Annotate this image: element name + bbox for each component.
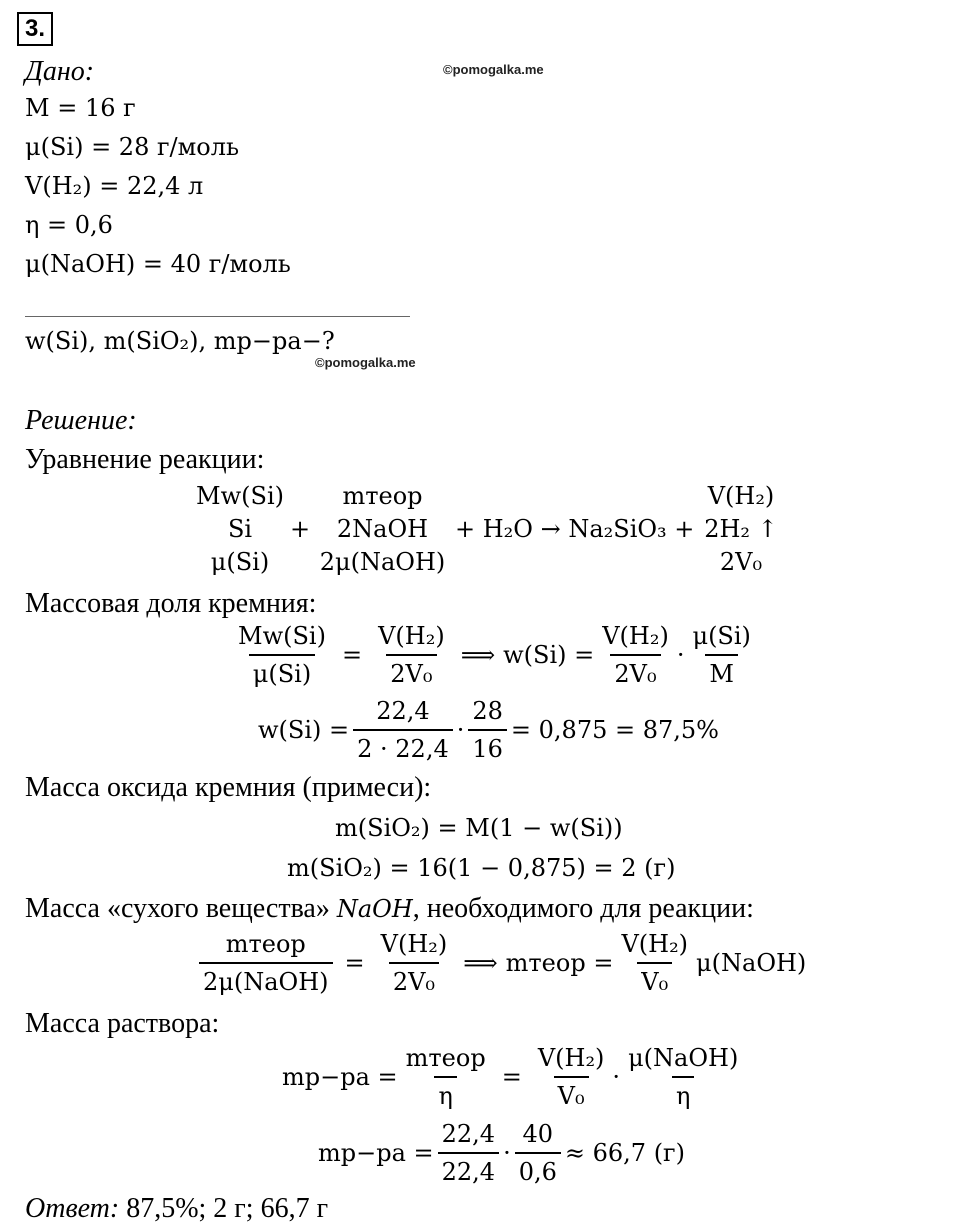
answer-label: Ответ:	[25, 1193, 120, 1224]
eq7-frac2-num: 40	[522, 1120, 554, 1148]
answer-line	[25, 1193, 328, 1225]
reaction-h2-top: V(H₂)	[707, 482, 775, 510]
given-line-molar-si: μ(Si) = 28 г/моль	[25, 133, 240, 161]
eq5-lhs2: mтеор =	[505, 949, 614, 977]
reaction-naoh-top: mтеор	[342, 482, 423, 510]
watermark-top: ©pomogalka.me	[443, 62, 544, 77]
watermark-middle: ©pomogalka.me	[315, 355, 416, 370]
eq2-frac1-num: 22,4	[376, 697, 430, 725]
naoh-heading-c: , необходимого для реакции:	[412, 893, 754, 924]
eq1-frac1-num: Mw(Si)	[238, 622, 326, 650]
eq1-arrow: ⟹	[460, 641, 496, 669]
eq7-frac1-num: 22,4	[441, 1120, 496, 1148]
solution-label: Решение:	[25, 405, 137, 436]
reaction-si-top: Mw(Si)	[196, 482, 284, 510]
equation-mass-fraction-derivation: $\frac{Mw(Si)}{\mu(Si)}$ = $\frac{\text{V(H₂)}}{\text{2V₀}}$ ⟹ w(Si) = $\frac{\text{V(H₂)}}{\text{2V₀}}$ · $\frac{\mu(Si)}{M}$	[230, 622, 759, 688]
eq2-frac2-num: 28	[472, 697, 503, 725]
eq1-frac3-den: 2V₀	[610, 654, 660, 688]
eq5-frac1-num: mтеор	[225, 930, 306, 958]
reaction-naoh: 2NaOH	[336, 515, 429, 543]
given-divider	[25, 316, 410, 317]
eq7-frac1-den: 22,4	[438, 1152, 499, 1186]
equation-mass-fraction-value: w(Si) = $\frac{22,4}{2 \cdot 22,4}$ · $\frac{28}{16}$ = 0,875 = 87,5%	[258, 697, 719, 763]
equation-solution-mass: mр−ра = $\frac{\text{mтеор}}{\eta}$ = $\frac{\text{V(H₂)}}{\text{V₀}}$ · $\frac{\text{μ(NaOH)}}{\eta}$	[282, 1044, 746, 1110]
solution-mass-heading: Масса раствора:	[25, 1008, 220, 1039]
given-line-yield: η = 0,6	[25, 211, 113, 239]
given-line-mass: M = 16 г	[25, 94, 136, 122]
answer-value: 87,5%; 2 г; 66,7 г	[119, 1193, 329, 1224]
eq2-lhs: w(Si) =	[258, 716, 350, 744]
eq5-frac2-den: 2V₀	[389, 962, 439, 996]
reaction-si: Si	[227, 515, 253, 543]
eq2-rhs: = 0,875 = 87,5%	[510, 716, 719, 744]
given-line-molar-naoh: μ(NaOH) = 40 г/моль	[25, 250, 291, 278]
reaction-col-h2	[700, 480, 782, 579]
eq6-frac3-num: μ(NaOH)	[628, 1044, 739, 1072]
eq5-arrow: ⟹	[463, 949, 498, 977]
given-line-volume-h2: V(H₂) = 22,4 л	[25, 172, 204, 200]
reaction-h2: 2H₂ ↑	[704, 515, 778, 543]
reaction-heading: Уравнение реакции:	[25, 444, 265, 475]
naoh-heading-b: NaOH	[336, 895, 413, 923]
eq7-lhs: mр−ра =	[318, 1139, 434, 1167]
eq1-frac4-num: μ(Si)	[692, 622, 751, 650]
reaction-si-bottom: μ(Si)	[210, 548, 270, 576]
reaction-naoh-bottom: 2μ(NaOH)	[319, 548, 446, 576]
equation-oxide-value: m(SiO₂) = 16(1 − 0,875) = 2 (г)	[287, 854, 676, 882]
reaction-col-naoh	[315, 480, 450, 579]
eq5-frac3-den: V₀	[637, 962, 672, 996]
eq1-frac4-den: M	[705, 654, 738, 688]
equation-naoh-mass: $\frac{\text{mтеор}}{\text{2μ(NaOH)}}$ = $\frac{\text{V(H₂)}}{\text{2V₀}}$ ⟹ mтеор = $\frac{\text{V(H₂)}}{\text{V₀}}$ μ(NaOH)	[195, 930, 806, 996]
naoh-heading	[25, 893, 754, 925]
eq7-frac2-den: 0,6	[515, 1152, 561, 1186]
reaction-middle: + H₂O → Na₂SiO₃ +	[455, 515, 695, 543]
eq1-frac3-num: V(H₂)	[602, 622, 669, 650]
eq6-frac2-den: V₀	[554, 1076, 589, 1110]
oxide-heading: Масса оксида кремния (примеси):	[25, 772, 432, 803]
eq1-lhs2: w(Si) =	[503, 641, 595, 669]
reaction-h2-bottom: 2V₀	[719, 548, 763, 576]
eq2-frac2-den: 16	[468, 729, 507, 763]
eq1-frac1-den: μ(Si)	[249, 654, 315, 688]
reaction-plus-1: +	[290, 515, 311, 543]
eq6-frac3-den: η	[672, 1076, 694, 1110]
eq1-frac2-num: V(H₂)	[378, 622, 445, 650]
mass-fraction-heading: Массовая доля кремния:	[25, 588, 317, 619]
equation-solution-mass-value: mр−ра = $\frac{22,4}{22,4}$ · $\frac{40}{0,6}$ ≈ 66,7 (г)	[318, 1120, 685, 1186]
problem-number: 3.	[17, 12, 53, 46]
eq7-rhs: ≈ 66,7 (г)	[564, 1139, 685, 1167]
eq5-frac1-den: 2μ(NaOH)	[199, 962, 333, 996]
eq5-frac2-num: V(H₂)	[380, 930, 448, 958]
given-label: Дано:	[25, 56, 95, 87]
eq6-frac2-num: V(H₂)	[537, 1044, 605, 1072]
eq5-tail: μ(NaOH)	[696, 949, 807, 977]
naoh-heading-a: Масса «сухого вещества»	[25, 893, 337, 924]
find-line: w(Si), m(SiO₂), mр−ра−?	[25, 327, 335, 355]
eq6-frac1-num: mтеор	[405, 1044, 486, 1072]
equation-oxide-formula: m(SiO₂) = M(1 − w(Si))	[335, 814, 623, 842]
eq5-frac3-num: V(H₂)	[621, 930, 689, 958]
eq6-lhs: mр−ра =	[282, 1063, 398, 1091]
reaction-col-si	[193, 480, 287, 579]
eq6-frac1-den: η	[434, 1076, 456, 1110]
eq2-frac1-den: 2 · 22,4	[353, 729, 453, 763]
eq1-frac2-den: 2V₀	[386, 654, 436, 688]
